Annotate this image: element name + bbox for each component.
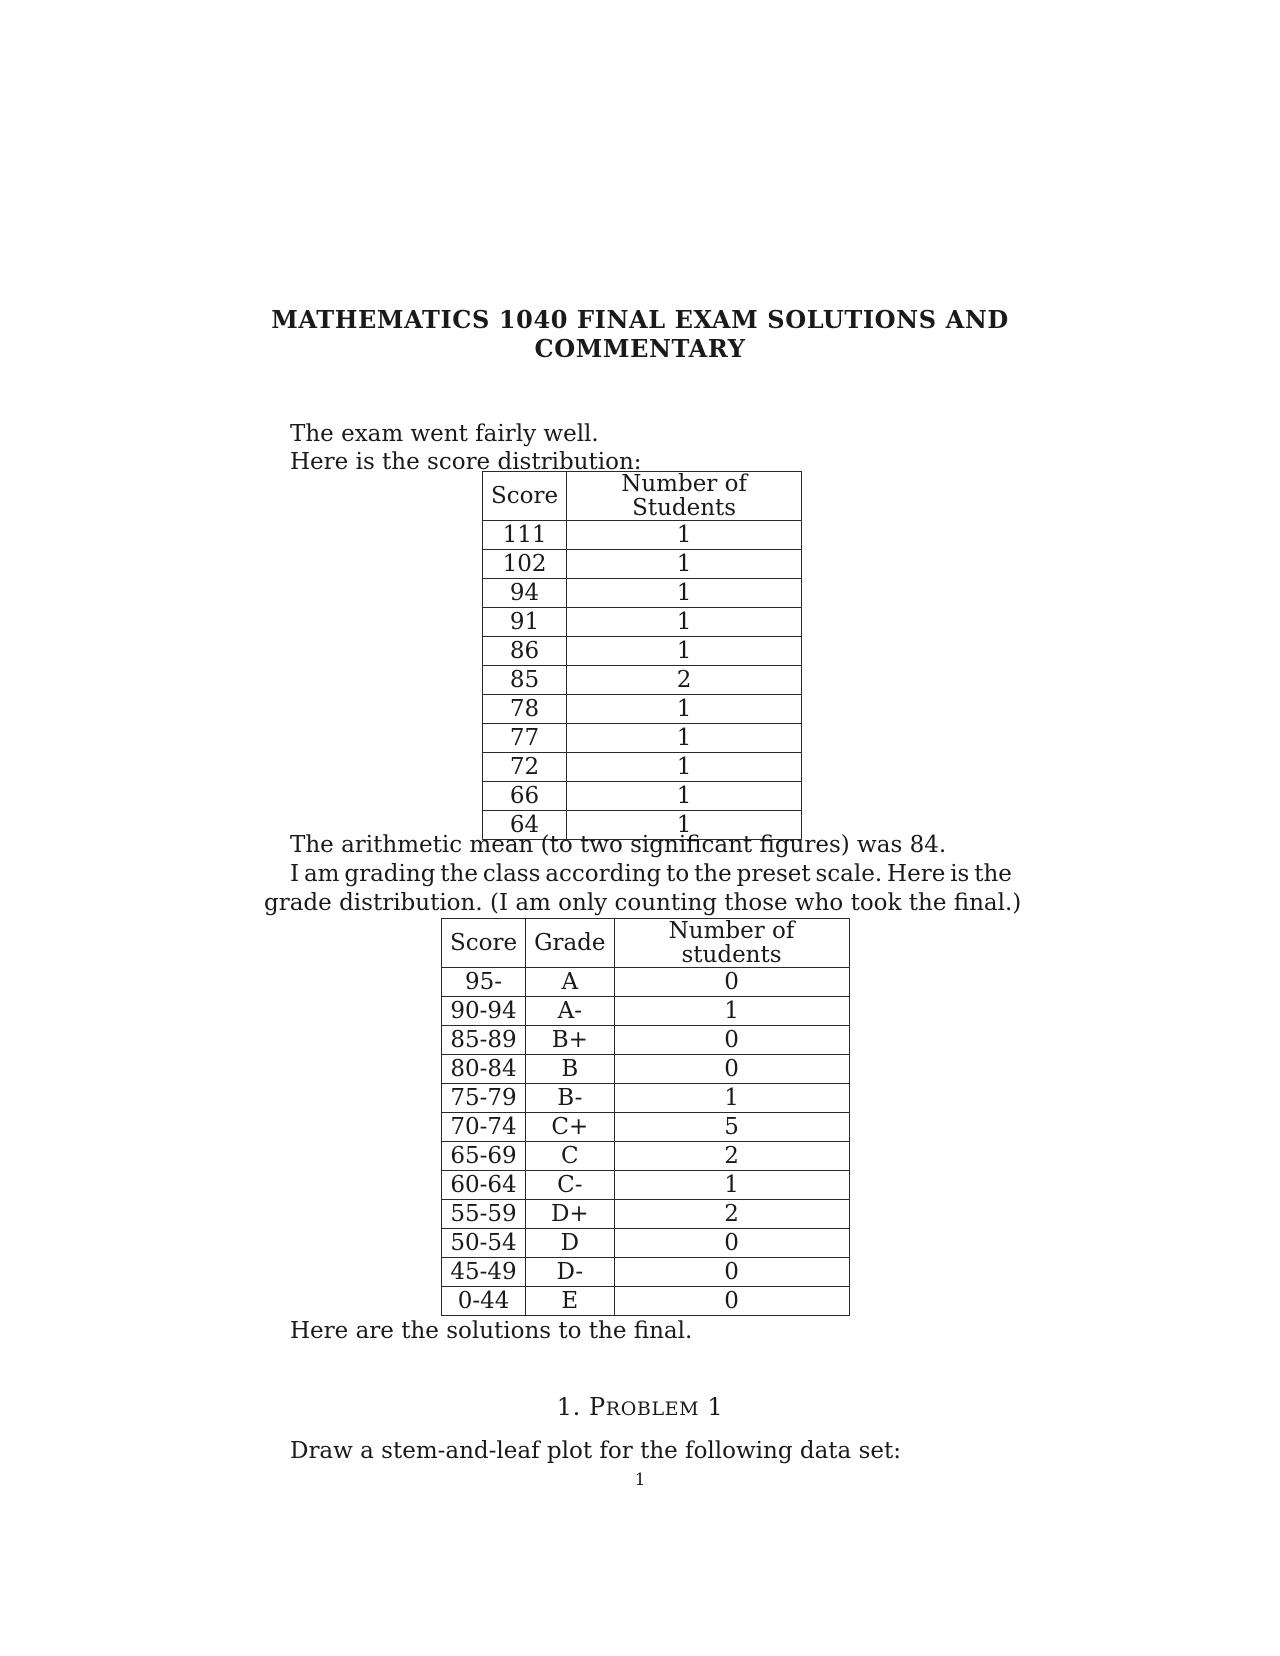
count-cell: 0 [614,968,849,997]
grade-cell: D [526,1229,614,1258]
count-cell: 0 [614,1026,849,1055]
grade-cell: B+ [526,1026,614,1055]
word: grading [344,861,436,887]
count-cell: 2 [614,1142,849,1171]
score-range-cell: 95- [442,968,526,997]
count-cell: 1 [614,1084,849,1113]
score-range-cell: 50-54 [442,1229,526,1258]
intro-line-1: The exam went fairly well. [290,421,599,447]
score-cell: 72 [483,753,567,782]
word: the [440,861,478,887]
count-cell: 0 [614,1055,849,1084]
grade-cell: B- [526,1084,614,1113]
table-row [483,521,802,550]
table-row [483,753,802,782]
table-row [442,1287,850,1316]
word: the [974,861,1012,887]
section-number: 1. [556,1393,581,1421]
word: to [666,861,690,887]
score-range-cell: 85-89 [442,1026,526,1055]
section-heading [250,1393,1030,1423]
score-range-cell: 60-64 [442,1171,526,1200]
count-cell: 0 [614,1287,849,1316]
score-cell: 78 [483,695,567,724]
section-index: 1 [707,1393,724,1421]
grade-cell: D+ [526,1200,614,1229]
table-row [442,1229,850,1258]
table-row [483,550,802,579]
score-cell: 77 [483,724,567,753]
grade-cell: C+ [526,1113,614,1142]
table-row [442,1084,850,1113]
page-number: 1 [634,1470,646,1490]
count-cell: 1 [614,997,849,1026]
count-cell: 2 [614,1200,849,1229]
count-cell: 0 [614,1229,849,1258]
count-cell: 1 [567,579,802,608]
problem-text: Draw a stem-and-leaf plot for the following data set: [290,1438,901,1464]
count-cell: 1 [567,637,802,666]
grade-cell: C [526,1142,614,1171]
document-title [250,305,1030,363]
column-header: Number of Students [567,472,802,521]
score-cell: 91 [483,608,567,637]
score-cell: 86 [483,637,567,666]
grade-cell: A- [526,997,614,1026]
score-cell: 66 [483,782,567,811]
score-distribution-table [482,471,802,840]
word: am [303,861,340,887]
column-header: Number of students [614,919,849,968]
count-cell: 1 [567,608,802,637]
column-header: Grade [526,919,614,968]
grading-text-line-1 [290,860,1012,888]
table-row [483,637,802,666]
grade-cell: D- [526,1258,614,1287]
table-row [442,1258,850,1287]
word: I [290,861,300,887]
score-cell: 111 [483,521,567,550]
table-row [483,666,802,695]
column-header: Score [442,919,526,968]
title-line-2: COMMENTARY [534,334,746,363]
count-cell: 1 [567,550,802,579]
score-cell: 102 [483,550,567,579]
count-cell: 1 [567,782,802,811]
section-title-initial: P [589,1393,606,1421]
count-cell: 1 [567,724,802,753]
column-header: Score [483,472,567,521]
table-row [442,1026,850,1055]
score-cell: 85 [483,666,567,695]
word: class [482,861,541,887]
score-range-cell: 55-59 [442,1200,526,1229]
word: the [694,861,732,887]
score-range-cell: 80-84 [442,1055,526,1084]
table-row [442,1055,850,1084]
count-cell: 1 [567,695,802,724]
grading-text-line-2: grade distribution. (I am only counting those who took the final.) [264,890,1022,916]
mean-text: The arithmetic mean (to two significant figures) was 84. [290,832,947,858]
table-row [442,968,850,997]
title-line-1: MATHEMATICS 1040 FINAL EXAM SOLUTIONS AND [271,305,1009,334]
score-cell: 64 [483,811,567,840]
score-range-cell: 90-94 [442,997,526,1026]
grade-cell: A [526,968,614,997]
table-header-row [442,919,850,968]
table-header-row [483,472,802,521]
table-row [442,1200,850,1229]
score-range-cell: 70-74 [442,1113,526,1142]
table-row [483,782,802,811]
count-cell: 5 [614,1113,849,1142]
table-row [483,695,802,724]
count-cell: 1 [614,1171,849,1200]
score-range-cell: 65-69 [442,1142,526,1171]
count-cell: 1 [567,753,802,782]
table-row [483,724,802,753]
word: is [950,861,970,887]
score-range-cell: 75-79 [442,1084,526,1113]
word: Here [887,861,946,887]
count-cell: 1 [567,811,802,840]
intro-line-2: Here is the score distribution: [290,449,642,475]
count-cell: 1 [567,521,802,550]
grade-cell: E [526,1287,614,1316]
score-cell: 94 [483,579,567,608]
table-row [483,579,802,608]
score-range-cell: 0-44 [442,1287,526,1316]
table-row [442,997,850,1026]
word: scale. [815,861,883,887]
table-row [442,1142,850,1171]
grade-cell: B [526,1055,614,1084]
solutions-intro: Here are the solutions to the final. [290,1318,693,1344]
section-title-rest: ROBLEM [605,1398,700,1420]
grade-cell: C- [526,1171,614,1200]
count-cell: 2 [567,666,802,695]
count-cell: 0 [614,1258,849,1287]
score-range-cell: 45-49 [442,1258,526,1287]
grade-distribution-table [441,918,850,1316]
word: preset [736,861,811,887]
table-row [483,608,802,637]
table-row [442,1113,850,1142]
table-row [442,1171,850,1200]
word: according [545,861,662,887]
